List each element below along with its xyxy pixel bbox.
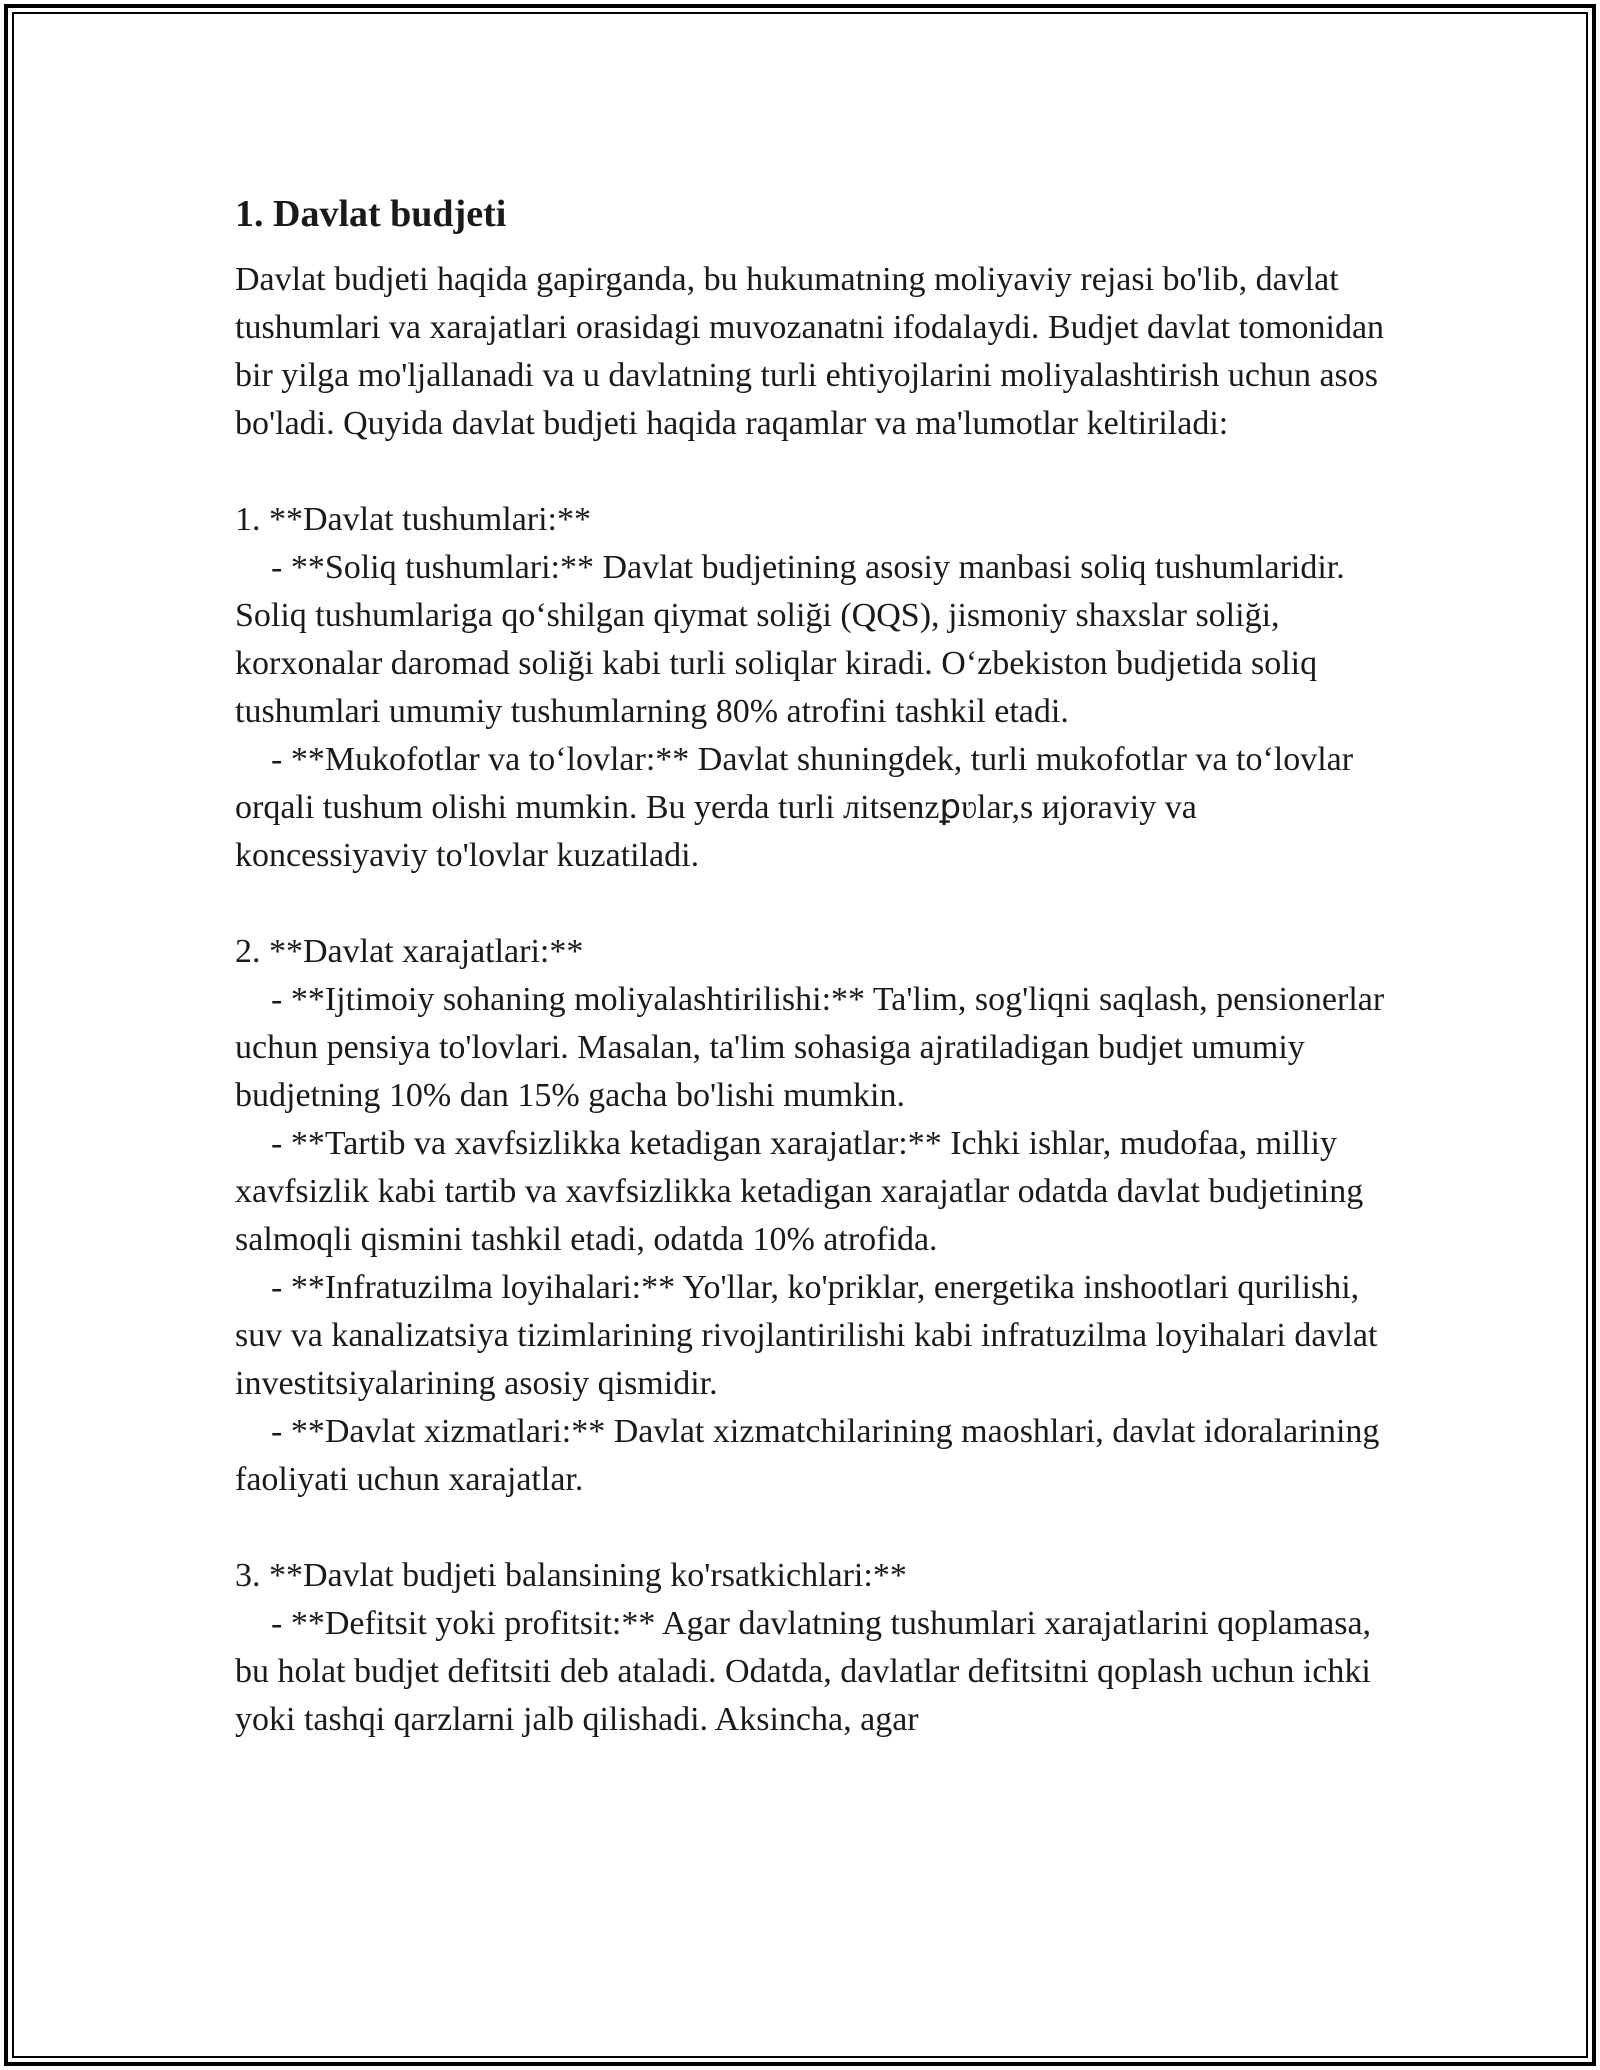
- list-item: [235, 1120, 1385, 1264]
- list-item-text: - **Ijtimoiy sohaning moliyalashtirilishi:** Ta'lim, sog'liqni saqlash, pensionerlar uchun pensiya to'lovlari. Masalan, ta'lim sohasiga ajratiladigan budjet umumiy budjetning 10% dan 15% gacha bo'lishi mumkin.: [235, 981, 1385, 1114]
- list-item: [235, 1600, 1385, 1744]
- list-item: [235, 736, 1385, 880]
- section-tushumlari: [235, 496, 1385, 880]
- list-item-text: - **Defitsit yoki profitsit:** Agar davlatning tushumlari xarajatlarini qoplamasa, bu holat budjet defitsiti deb ataladi. Odatda, davlatlar defitsitni qoplash uchun ichki yoki tashqi qarzlarni jalb qilishadi. Aksincha, agar: [235, 1605, 1372, 1738]
- list-item-text: - **Tartib va xavfsizlikka ketadigan xarajatlar:** Ichki ishlar, mudofaa, milliy xavfsizlik kabi tartib va xavfsizlikka ketadigan xarajatlar odatda davlat budjetining salmoqli qismini tashkil etadi, odatda 10% atrofida.: [235, 1125, 1364, 1258]
- section-heading: 3. **Davlat budjeti balansining ko'rsatkichlari:**: [235, 1557, 907, 1594]
- list-item: [235, 1408, 1385, 1504]
- list-item-text: - **Infratuzilma loyihalari:** Yo'llar, ko'priklar, energetika inshootlari qurilishi, suv va kanalizatsiya tizimlarining rivojlantirilishi kabi infratuzilma loyihalari davlat investitsiyalarining asosiy qismidir.: [235, 1269, 1378, 1402]
- list-item-text: - **Mukofotlar va to‘lovlar:** Davlat shuningdek, turli mukofotlar va to‘lovlar orqali tushum olishi mumkin. Bu yerda turli лitsenzꝑʋlar,s иjoraviy va koncessiyaviy to'lovlar kuzatiladi.: [235, 741, 1354, 874]
- list-item: [235, 544, 1385, 736]
- intro-paragraph: Davlat budjeti haqida gapirganda, bu hukumatning moliyaviy rejasi bo'lib, davlat tushumlari va xarajatlari orasidagi muvozanatni ifodalaydi. Budjet davlat tomonidan bir yilga mo'ljallanadi va u davlatning turli ehtiyojlarini moliyalashtirish uchun asos bo'ladi. Quyida davlat budjeti haqida raqamlar va ma'lumotlar keltiriladi:: [235, 261, 1385, 442]
- list-item: [235, 1264, 1385, 1408]
- section-balans: [235, 1552, 1385, 1744]
- document-title: 1. Davlat budjeti: [235, 193, 507, 235]
- list-item: [235, 976, 1385, 1120]
- section-xarajatlari: [235, 928, 1385, 1504]
- list-item-text: - **Soliq tushumlari:** Davlat budjetining asosiy manbasi soliq tushumlaridir. Soliq tushumlariga qo‘shilgan qiymat soliği (QQS), jismoniy shaxslar soliği, korxonalar daromad soliği kabi turli soliqlar kiradi. O‘zbekiston budjetida soliq tushumlari umumiy tushumlarning 80% atrofini tashkil etadi.: [235, 549, 1345, 730]
- section-heading: 1. **Davlat tushumlari:**: [235, 501, 592, 538]
- document-page: [235, 188, 1385, 1744]
- section-heading: 2. **Davlat xarajatlari:**: [235, 933, 584, 970]
- list-item-text: - **Davlat xizmatlari:** Davlat xizmatchilarining maoshlari, davlat idoralarining faoliyati uchun xarajatlar.: [235, 1413, 1380, 1498]
